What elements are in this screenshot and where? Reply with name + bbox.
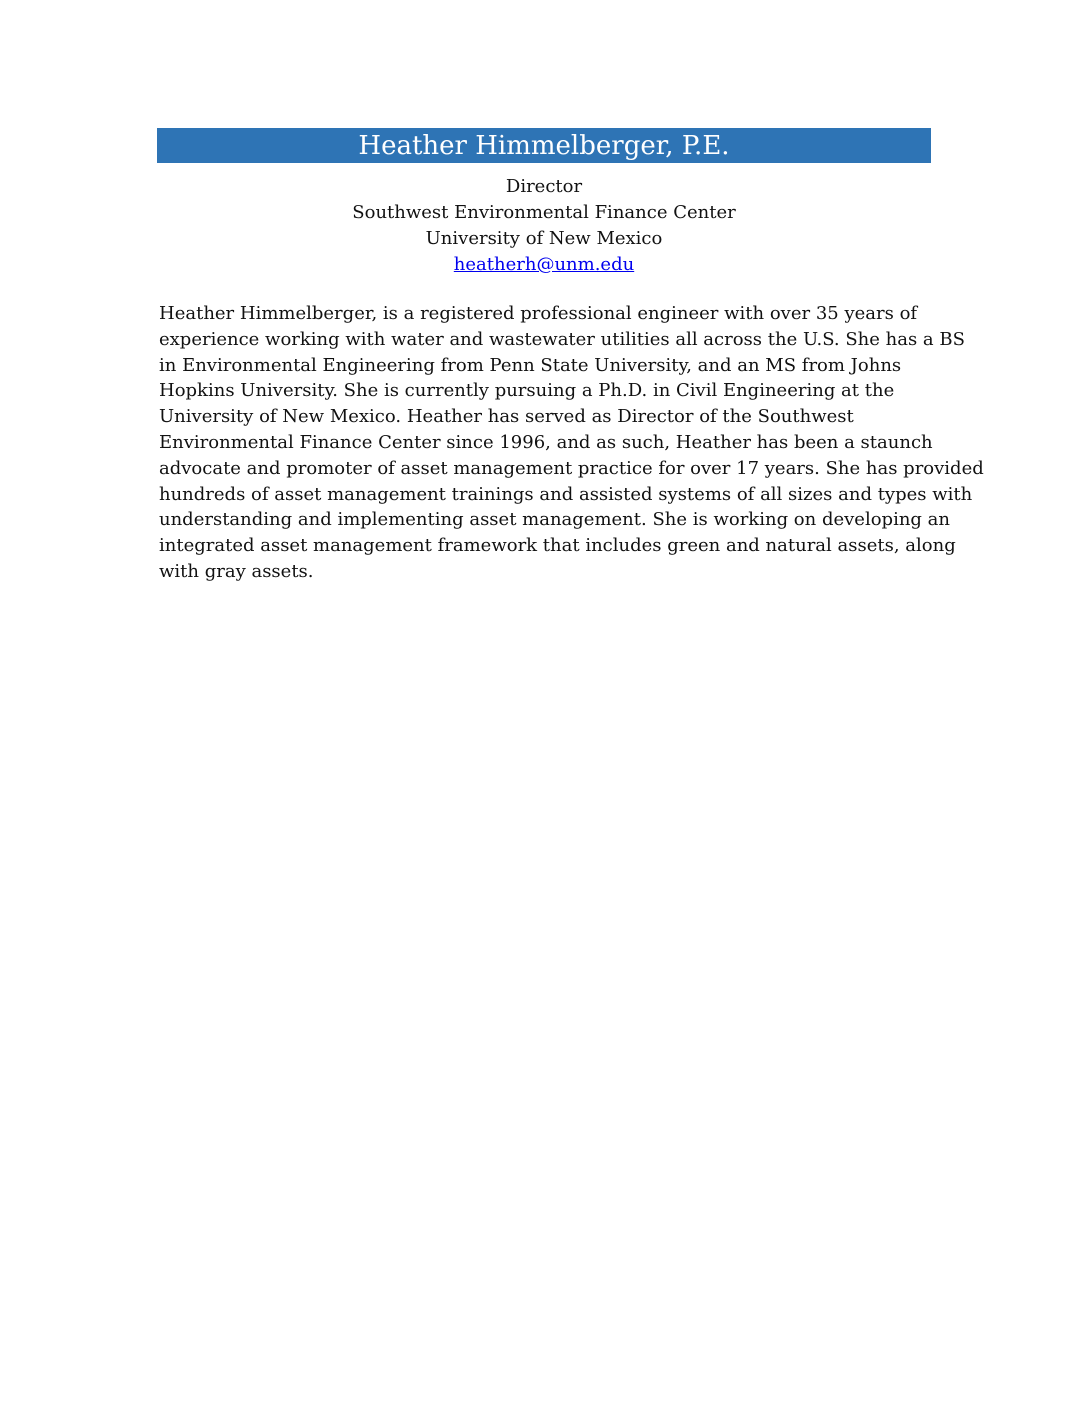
bio-line: understanding and implementing asset management. She is working on developing an (159, 509, 950, 531)
bio-line: with gray assets. (159, 560, 314, 582)
bio-line: in Environmental Engineering from Penn State University, and an MS from Johns (159, 354, 902, 376)
bio-line: University of New Mexico. Heather has served as Director of the Southwest (159, 406, 854, 428)
bio-line: advocate and promoter of asset management practice for over 17 years. She has provided (159, 457, 984, 479)
bio-line: Heather Himmelberger, is a registered professional engineer with over 35 years of (159, 303, 918, 324)
bio-line: Hopkins University. She is currently pursuing a Ph.D. in Civil Engineering at the (159, 380, 895, 402)
email-line (157, 252, 931, 278)
job-title: Director (505, 176, 583, 197)
bio-line: integrated asset management framework that includes green and natural assets, along (159, 535, 956, 557)
organization-name: Southwest Environmental Finance Center (352, 202, 736, 223)
name-banner: Heather Himmelberger, P.E. (157, 128, 931, 163)
bio-line: experience working with water and wastewater utilities all across the U.S. She has a BS (159, 328, 965, 350)
bio-line: hundreds of asset management trainings and assisted systems of all sizes and types with (159, 483, 973, 505)
bio-paragraph (159, 301, 984, 585)
institution-name: University of New Mexico (425, 228, 663, 249)
bio-line: Environmental Finance Center since 1996, and as such, Heather has been a staunch (159, 431, 933, 453)
email-link[interactable]: heatherh@unm.edu (453, 254, 635, 275)
contact-block (157, 174, 931, 278)
